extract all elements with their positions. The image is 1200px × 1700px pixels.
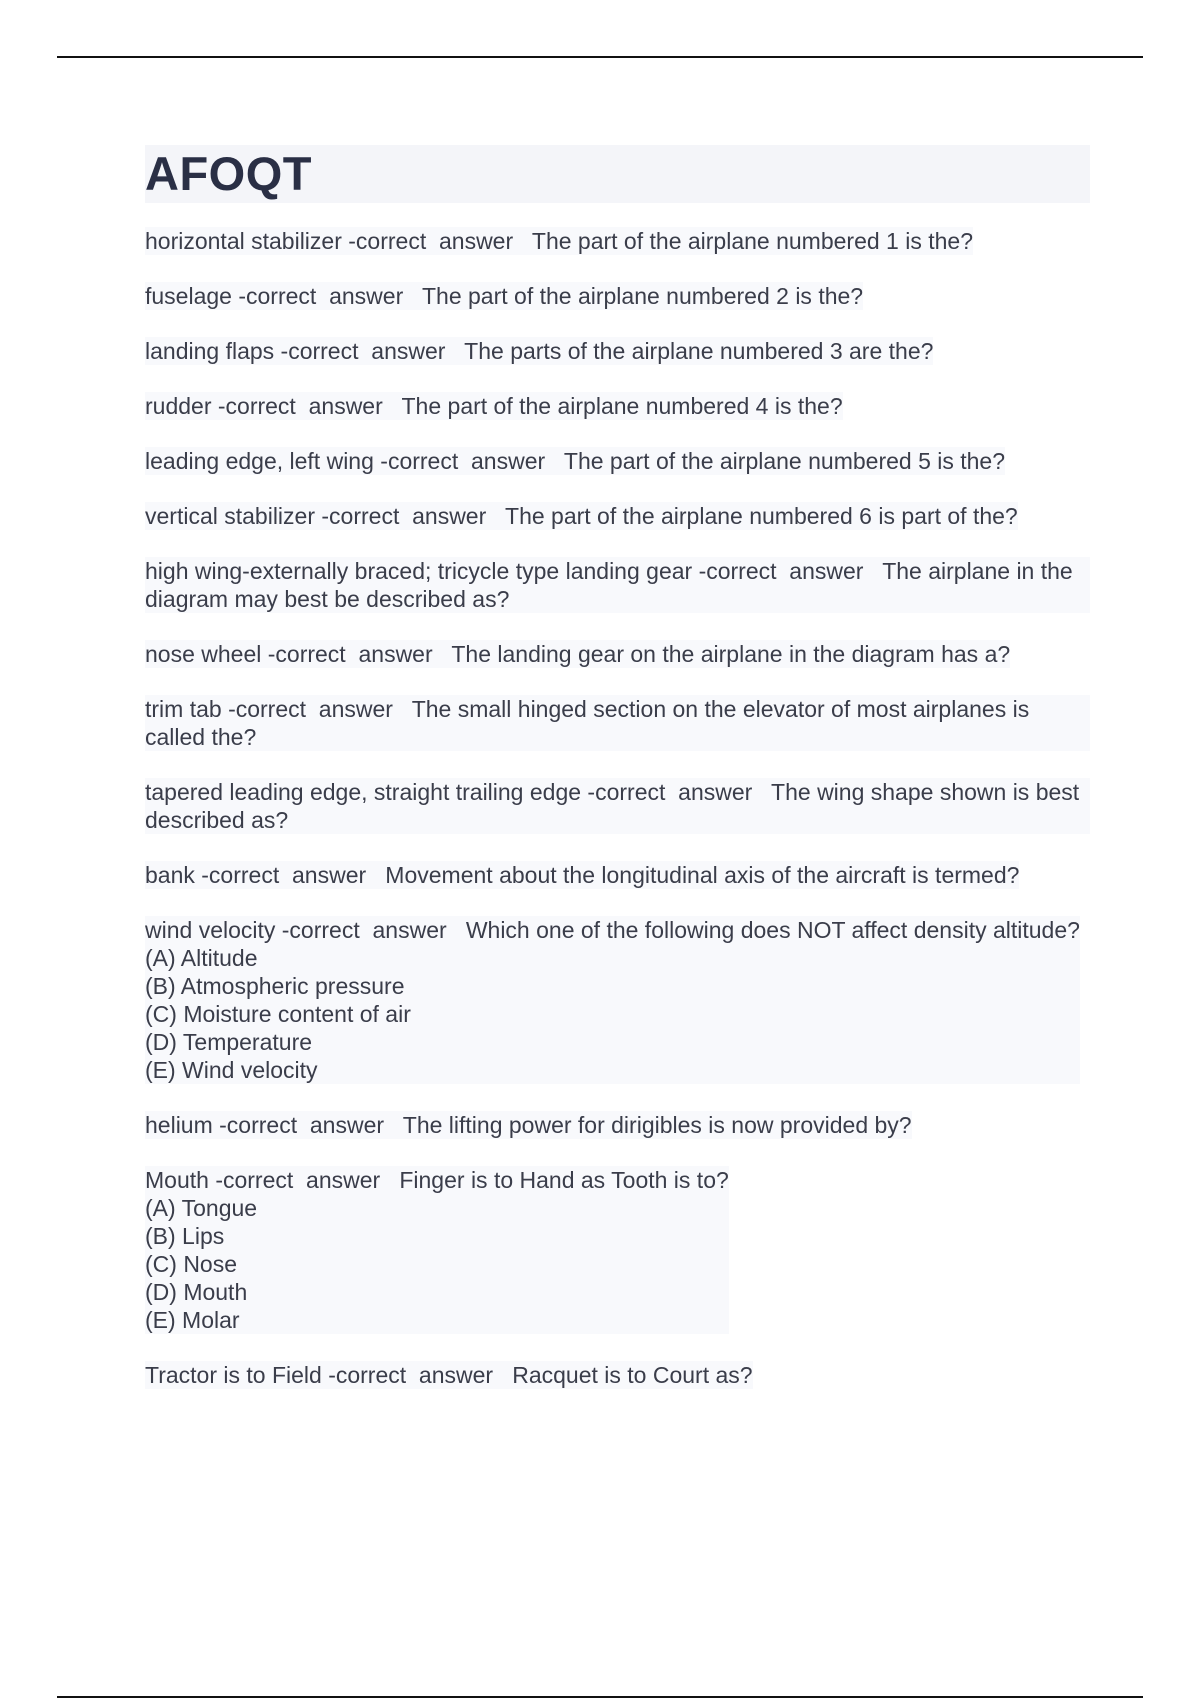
qa-item [145,557,1090,613]
qa-item [145,282,1090,310]
qa-block [145,695,1090,751]
qa-block [145,1166,729,1334]
qa-text: horizontal stabilizer -correct answer The part of the airplane numbered 1 is the? [145,228,973,254]
bottom-rule [57,1696,1143,1698]
qa-option: (D) Mouth [145,1279,248,1305]
qa-text: landing flaps -correct answer The parts of the airplane numbered 3 are the? [145,338,934,364]
qa-option: (A) Altitude [145,945,258,971]
qa-text: Tractor is to Field -correct answer Racquet is to Court as? [145,1362,753,1388]
qa-item [145,695,1090,751]
qa-block [145,1111,912,1139]
qa-options [145,1194,729,1334]
qa-option: (C) Moisture content of air [145,1001,411,1027]
top-rule [57,56,1143,58]
qa-item [145,447,1090,475]
qa-block [145,557,1090,613]
qa-block [145,861,1019,889]
qa-text: Mouth -correct answer Finger is to Hand as Tooth is to? [145,1167,729,1193]
qa-option: (B) Lips [145,1223,225,1249]
qa-options [145,944,1080,1084]
qa-text: high wing-externally braced; tricycle type landing gear -correct answer The airplane in the diagram may best be described as? [145,558,1080,612]
qa-text: fuselage -correct answer The part of the airplane numbered 2 is the? [145,283,864,309]
qa-item [145,392,1090,420]
qa-item [145,861,1090,889]
qa-text: trim tab -correct answer The small hinged section on the elevator of most airplanes is called the? [145,696,1036,750]
qa-option: (E) Molar [145,1307,240,1333]
qa-text: leading edge, left wing -correct answer The part of the airplane numbered 5 is the? [145,448,1006,474]
qa-text: tapered leading edge, straight trailing edge -correct answer The wing shape shown is best described as? [145,779,1086,833]
qa-block [145,1361,753,1389]
qa-text: vertical stabilizer -correct answer The part of the airplane numbered 6 is part of the? [145,503,1018,529]
qa-list [145,227,1090,1389]
qa-block [145,916,1080,1084]
qa-block [145,392,843,420]
qa-item [145,1361,1090,1389]
qa-text: rudder -correct answer The part of the airplane numbered 4 is the? [145,393,843,419]
document-title: AFOQT [145,145,1090,203]
qa-text: helium -correct answer The lifting power for dirigibles is now provided by? [145,1112,912,1138]
qa-block [145,227,973,255]
qa-option: (A) Tongue [145,1195,258,1221]
qa-item [145,502,1090,530]
qa-option: (E) Wind velocity [145,1057,318,1083]
qa-text: wind velocity -correct answer Which one of the following does NOT affect density altitude? [145,917,1080,943]
qa-block [145,640,1010,668]
qa-item [145,227,1090,255]
document-body [145,145,1090,1416]
qa-option: (B) Atmospheric pressure [145,973,405,999]
qa-item [145,1166,1090,1334]
qa-item [145,778,1090,834]
qa-option: (C) Nose [145,1251,238,1277]
qa-item [145,640,1090,668]
qa-item [145,916,1090,1084]
qa-item [145,337,1090,365]
qa-block [145,778,1090,834]
qa-text: nose wheel -correct answer The landing gear on the airplane in the diagram has a? [145,641,1011,667]
qa-block [145,447,1005,475]
qa-option: (D) Temperature [145,1029,313,1055]
qa-block [145,502,1018,530]
qa-block [145,282,863,310]
qa-item [145,1111,1090,1139]
qa-block [145,337,933,365]
qa-text: bank -correct answer Movement about the longitudinal axis of the aircraft is termed? [145,862,1020,888]
